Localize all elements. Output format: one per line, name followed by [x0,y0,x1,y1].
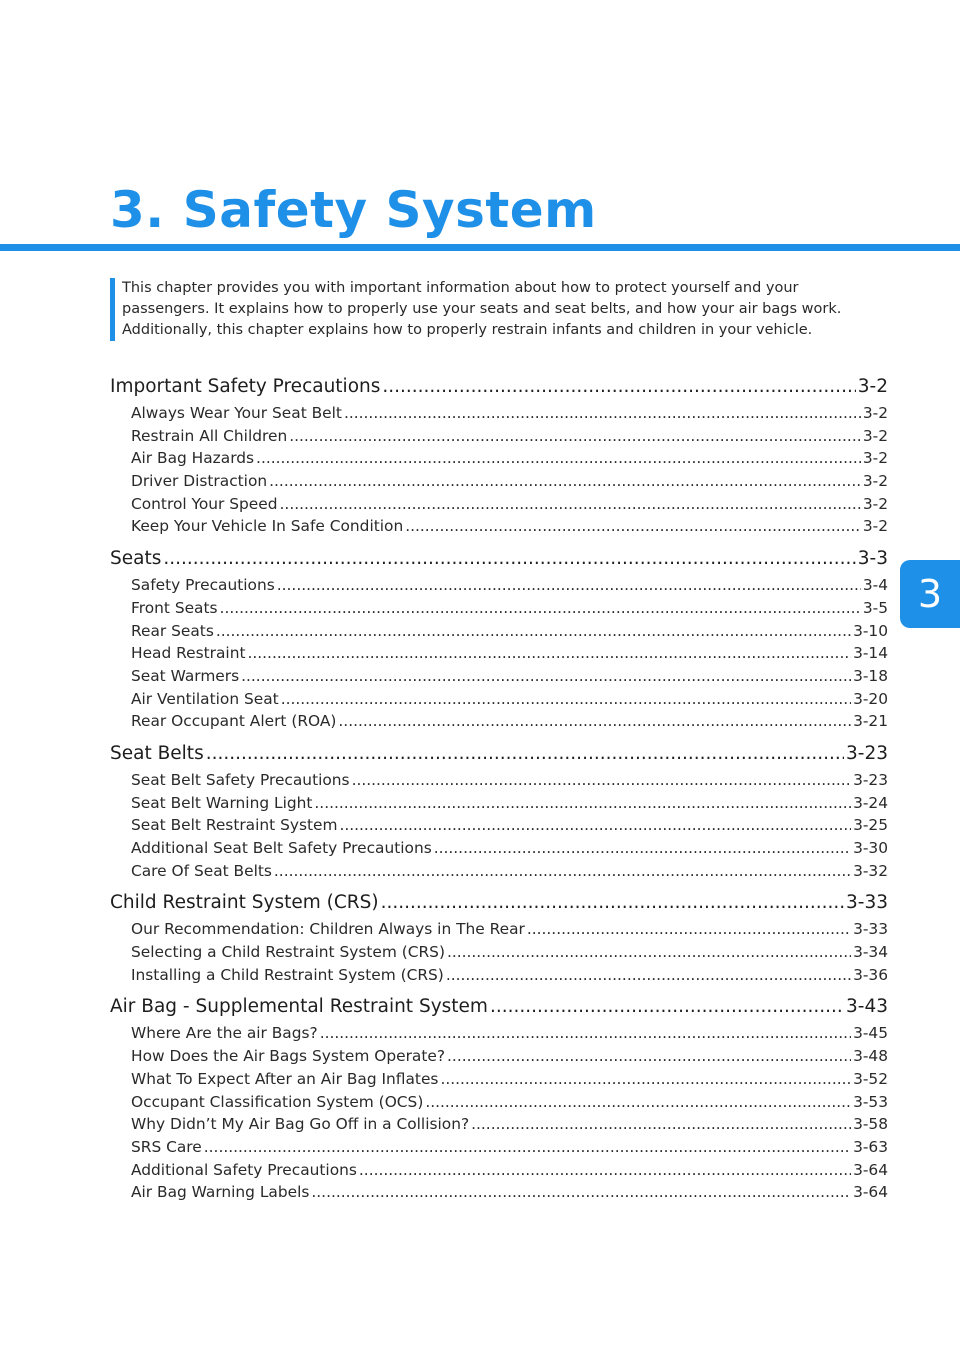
toc-entry[interactable] [110,493,888,516]
toc-entry-page-number: 3-48 [853,1047,888,1066]
toc-entry-title: Control Your Speed [131,494,278,513]
toc-entry-page-number: 3-5 [862,598,888,617]
toc-entry[interactable] [110,860,888,883]
toc-entry-page-number: 3-18 [853,666,888,685]
toc-entry-title: Rear Seats [131,621,214,640]
toc-entry[interactable] [110,918,888,941]
toc-entry[interactable] [110,769,888,792]
toc-entry-page-number: 3-2 [862,449,888,468]
dot-leader [204,1136,851,1159]
toc-entry-page-number: 3-33 [853,920,888,939]
toc-entry[interactable] [110,515,888,538]
dot-leader [256,447,861,470]
toc-entry-title: Driver Distraction [131,472,268,491]
toc-entry-title: Seat Belt Restraint System [131,816,338,835]
chapter-title: 3. Safety System [110,181,597,239]
toc-entry-title: Keep Your Vehicle In Safe Condition [131,517,404,536]
toc-entry[interactable] [110,1091,888,1114]
dot-leader [241,665,851,688]
toc-section [110,544,888,733]
dot-leader [382,372,855,402]
dot-leader [425,1091,851,1114]
toc-entry[interactable] [110,1136,888,1159]
dot-leader [405,515,861,538]
dot-leader [490,992,844,1022]
toc-entry[interactable] [110,425,888,448]
toc-entry[interactable] [110,620,888,643]
toc-entry-title: Additional Safety Precautions [131,1160,357,1179]
toc-entry-title: Where Are the air Bags? [131,1024,318,1043]
dot-leader [338,710,851,733]
toc-entry-page-number: 3-36 [853,965,888,984]
toc-entry-page-number: 3-32 [853,861,888,880]
dot-leader [352,769,851,792]
toc-heading-title: Seat Belts [110,742,204,764]
toc-heading-title: Seats [110,548,162,570]
toc-entry-page-number: 3-14 [853,644,888,663]
toc-entry[interactable] [110,1068,888,1091]
toc-entry[interactable] [110,941,888,964]
toc-entry-title: Air Ventilation Seat [131,689,279,708]
toc-entry-page-number: 3-25 [853,816,888,835]
toc-entry-title: Why Didn’t My Air Bag Go Off in a Collision? [131,1115,470,1134]
toc-entry[interactable] [110,710,888,733]
chapter-tab[interactable] [900,560,960,628]
toc-entry-title: Air Bag Hazards [131,449,255,468]
toc-entry-title: Front Seats [131,598,218,617]
toc-entry[interactable] [110,814,888,837]
toc-entry-title: Our Recommendation: Children Always in The Rear [131,920,525,939]
toc-entry-title: Air Bag Warning Labels [131,1183,310,1202]
toc-entry-title: Safety Precautions [131,576,275,595]
toc-section [110,372,888,538]
toc-entry[interactable] [110,1159,888,1182]
toc-entry-page-number: 3-64 [853,1183,888,1202]
dot-leader [381,888,844,918]
dot-leader [471,1113,851,1136]
toc-entry[interactable] [110,597,888,620]
toc-heading-title: Air Bag - Supplemental Restraint System [110,996,488,1018]
dot-leader [220,597,861,620]
dot-leader [311,1181,851,1204]
dot-leader [440,1068,851,1091]
chapter-intro: This chapter provides you with important information about how to protect yourself and your passengers. It explains how to properly use your seats and seat belts, and how your air bags work. Additionally, this chapter explains how to properly restrain infants and children in your vehicle. [122,280,842,338]
toc-entry-page-number: 3-20 [853,689,888,708]
toc-entry-page-number: 3-30 [853,839,888,857]
toc-entry-page-number: 3-10 [853,621,888,640]
toc-heading-page-number: 3-3 [857,548,888,570]
dot-leader [527,918,851,941]
toc-entry[interactable] [110,837,888,860]
dot-leader [339,814,851,837]
dot-leader [314,792,851,815]
dot-leader [163,544,855,574]
toc-entry[interactable] [110,447,888,470]
dot-leader [434,837,851,860]
toc-entry-title: Seat Belt Safety Precautions [131,770,350,789]
toc-entry[interactable] [110,688,888,711]
toc-entry[interactable] [110,402,888,425]
chapter-tab-number: 3 [917,572,943,616]
intro-accent-bar [110,278,115,341]
toc-heading-title: Child Restraint System (CRS) [110,892,379,914]
toc-entry-title: Seat Warmers [131,666,240,685]
dot-leader [359,1159,851,1182]
toc-entry[interactable] [110,964,888,987]
toc-entry[interactable] [110,1113,888,1136]
toc-heading[interactable] [110,888,888,918]
toc-section [110,888,888,986]
toc-entry-page-number: 3-53 [853,1092,888,1111]
dot-leader [320,1022,851,1045]
dot-leader [206,739,844,769]
dot-leader [274,860,851,883]
toc-entry-title: Occupant Classification System (OCS) [131,1092,424,1111]
toc-entry-page-number: 3-45 [853,1024,888,1043]
dot-leader [269,470,861,493]
title-divider [0,244,960,251]
toc-entry[interactable] [110,470,888,493]
toc-entry[interactable] [110,1022,888,1045]
dot-leader [344,402,861,425]
dot-leader [447,1045,851,1068]
toc-entry-page-number: 3-52 [853,1069,888,1088]
toc-entry-page-number: 3-21 [853,712,888,731]
toc-entry-title: Rear Occupant Alert (ROA) [131,712,337,731]
toc-section [110,739,888,882]
dot-leader [216,620,851,643]
toc-entry-title: How Does the Air Bags System Operate? [131,1047,446,1066]
dot-leader [247,642,851,665]
table-of-contents [110,372,888,1210]
toc-heading-page-number: 3-43 [846,996,888,1018]
toc-entry-page-number: 3-64 [853,1160,888,1179]
toc-entry-title: Care Of Seat Belts [131,861,272,880]
toc-entry[interactable] [110,642,888,665]
toc-entry-title: Additional Seat Belt Safety Precautions [131,839,432,857]
toc-entry[interactable] [110,574,888,597]
toc-entry-title: Restrain All Children [131,426,288,445]
toc-entry-page-number: 3-2 [862,472,888,491]
toc-heading[interactable] [110,739,888,769]
toc-entry-title: Selecting a Child Restraint System (CRS) [131,943,445,962]
toc-entry-title: What To Expect After an Air Bag Inflates [131,1069,439,1088]
dot-leader [281,688,851,711]
toc-entry-page-number: 3-4 [862,576,888,595]
toc-entry-title: Installing a Child Restraint System (CRS) [131,965,444,984]
toc-heading[interactable] [110,544,888,574]
toc-entry[interactable] [110,1045,888,1068]
toc-entry-page-number: 3-23 [853,770,888,789]
toc-entry-title: SRS Care [131,1137,202,1156]
toc-entry-title: Head Restraint [131,644,246,663]
toc-heading[interactable] [110,372,888,402]
toc-heading-page-number: 3-2 [857,376,888,397]
toc-entry-page-number: 3-58 [853,1115,888,1134]
dot-leader [277,574,861,597]
toc-entry-page-number: 3-34 [853,943,888,962]
dot-leader [280,493,861,516]
toc-entry-title: Seat Belt Warning Light [131,793,313,812]
dot-leader [447,941,851,964]
toc-heading-page-number: 3-23 [846,742,888,764]
toc-heading[interactable] [110,992,888,1022]
toc-heading-title: Important Safety Precautions [110,376,381,397]
toc-entry-page-number: 3-63 [853,1137,888,1156]
toc-entry-page-number: 3-2 [862,517,888,536]
toc-entry[interactable] [110,1181,888,1204]
toc-entry-page-number: 3-2 [862,404,888,422]
toc-heading-page-number: 3-33 [846,892,888,914]
dot-leader [289,425,861,448]
toc-entry-page-number: 3-2 [862,494,888,513]
toc-entry-page-number: 3-24 [853,793,888,812]
toc-section [110,992,888,1204]
dot-leader [446,964,851,987]
toc-entry-title: Always Wear Your Seat Belt [131,404,342,422]
toc-entry-page-number: 3-2 [862,426,888,445]
toc-entry[interactable] [110,665,888,688]
toc-entry[interactable] [110,792,888,815]
